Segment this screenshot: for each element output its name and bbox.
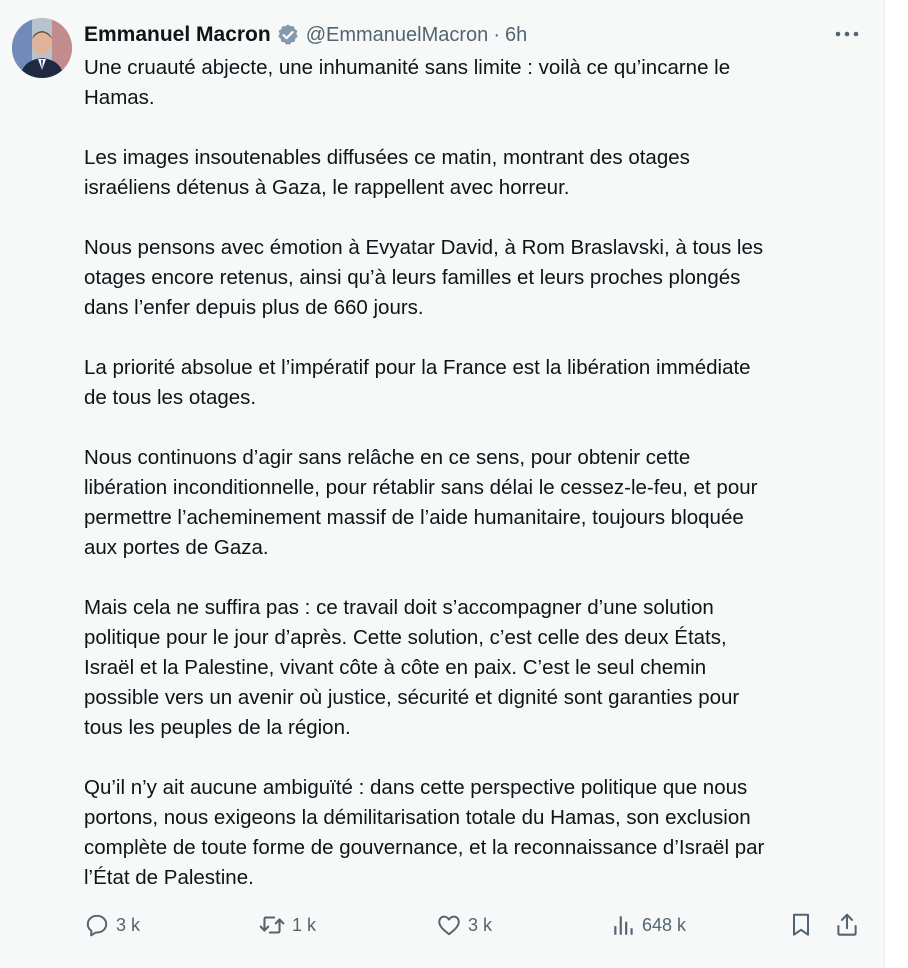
profile-photo-icon	[12, 18, 72, 78]
share-button[interactable]	[834, 908, 860, 942]
heart-icon	[436, 912, 462, 938]
views-count: 648 k	[642, 914, 687, 935]
bookmark-icon	[788, 911, 814, 939]
retweet-button[interactable]	[258, 908, 316, 942]
views-button[interactable]	[612, 908, 686, 942]
tweet-header	[84, 21, 527, 49]
tweet-paragraph: La priorité absolue et l’impératif pour la France est la libération immédiate de tous les otages.	[84, 356, 751, 409]
author-name[interactable]: Emmanuel Macron	[84, 23, 271, 46]
bookmark-button[interactable]	[788, 908, 814, 942]
avatar[interactable]	[12, 18, 72, 78]
tweet-paragraph: Une cruauté abjecte, une inhumanité sans limite : voilà ce qu’incarne le Hamas.	[84, 56, 731, 109]
reply-button[interactable]	[84, 908, 140, 942]
retweet-icon	[258, 912, 286, 938]
tweet-text	[84, 53, 874, 923]
verified-badge-icon[interactable]	[276, 23, 300, 47]
views-chart-icon	[612, 912, 636, 938]
reply-count: 3 k	[116, 914, 141, 935]
separator-dot: ·	[493, 23, 500, 46]
author-handle[interactable]: @EmmanuelMacron	[305, 23, 489, 46]
tweet-paragraph: Nous continuons d’agir sans relâche en ce sens, pour obtenir cette libération inconditionnelle, pour rétablir sans délai le cessez-le-feu, et pour permettre l’acheminement massif de l’aide humanitaire, toujours bloquée aux portes de Gaza.	[84, 446, 758, 559]
tweet-paragraph: Qu’il n’y ait aucune ambiguïté : dans cette perspective politique que nous portons, nous exigeons la démilitarisation totale du Hamas, son exclusion complète de toute forme de gouvernance, et la reconnaissance d’Israël par l’État de Palestine.	[84, 776, 765, 889]
action-bar	[84, 908, 874, 942]
timestamp[interactable]: 6h	[504, 23, 528, 46]
share-icon	[834, 911, 860, 939]
tweet-paragraph: Mais cela ne suffira pas : ce travail doit s’accompagner d’une solution politique pour le jour d’après. Cette solution, c’est celle des deux États, Israël et la Palestine, vivant côte à côte en paix. C’est le seul chemin possible vers un avenir où justice, sécurité et dignité sont garanties pour tous les peuples de la région.	[84, 596, 740, 739]
tweet-paragraph: Les images insoutenables diffusées ce matin, montrant des otages israéliens détenus à Gaza, le rappellent avec horreur.	[84, 146, 690, 199]
like-count: 3 k	[468, 914, 493, 935]
reply-icon	[84, 912, 110, 938]
retweet-count: 1 k	[292, 914, 317, 935]
more-dots-icon[interactable]	[832, 22, 862, 46]
like-button[interactable]	[436, 908, 492, 942]
tweet-paragraph: Nous pensons avec émotion à Evyatar David, à Rom Braslavski, à tous les otages encore retenus, ainsi qu’à leurs familles et leurs proches plongés dans l’enfer depuis plus de 660 jours.	[84, 236, 764, 319]
